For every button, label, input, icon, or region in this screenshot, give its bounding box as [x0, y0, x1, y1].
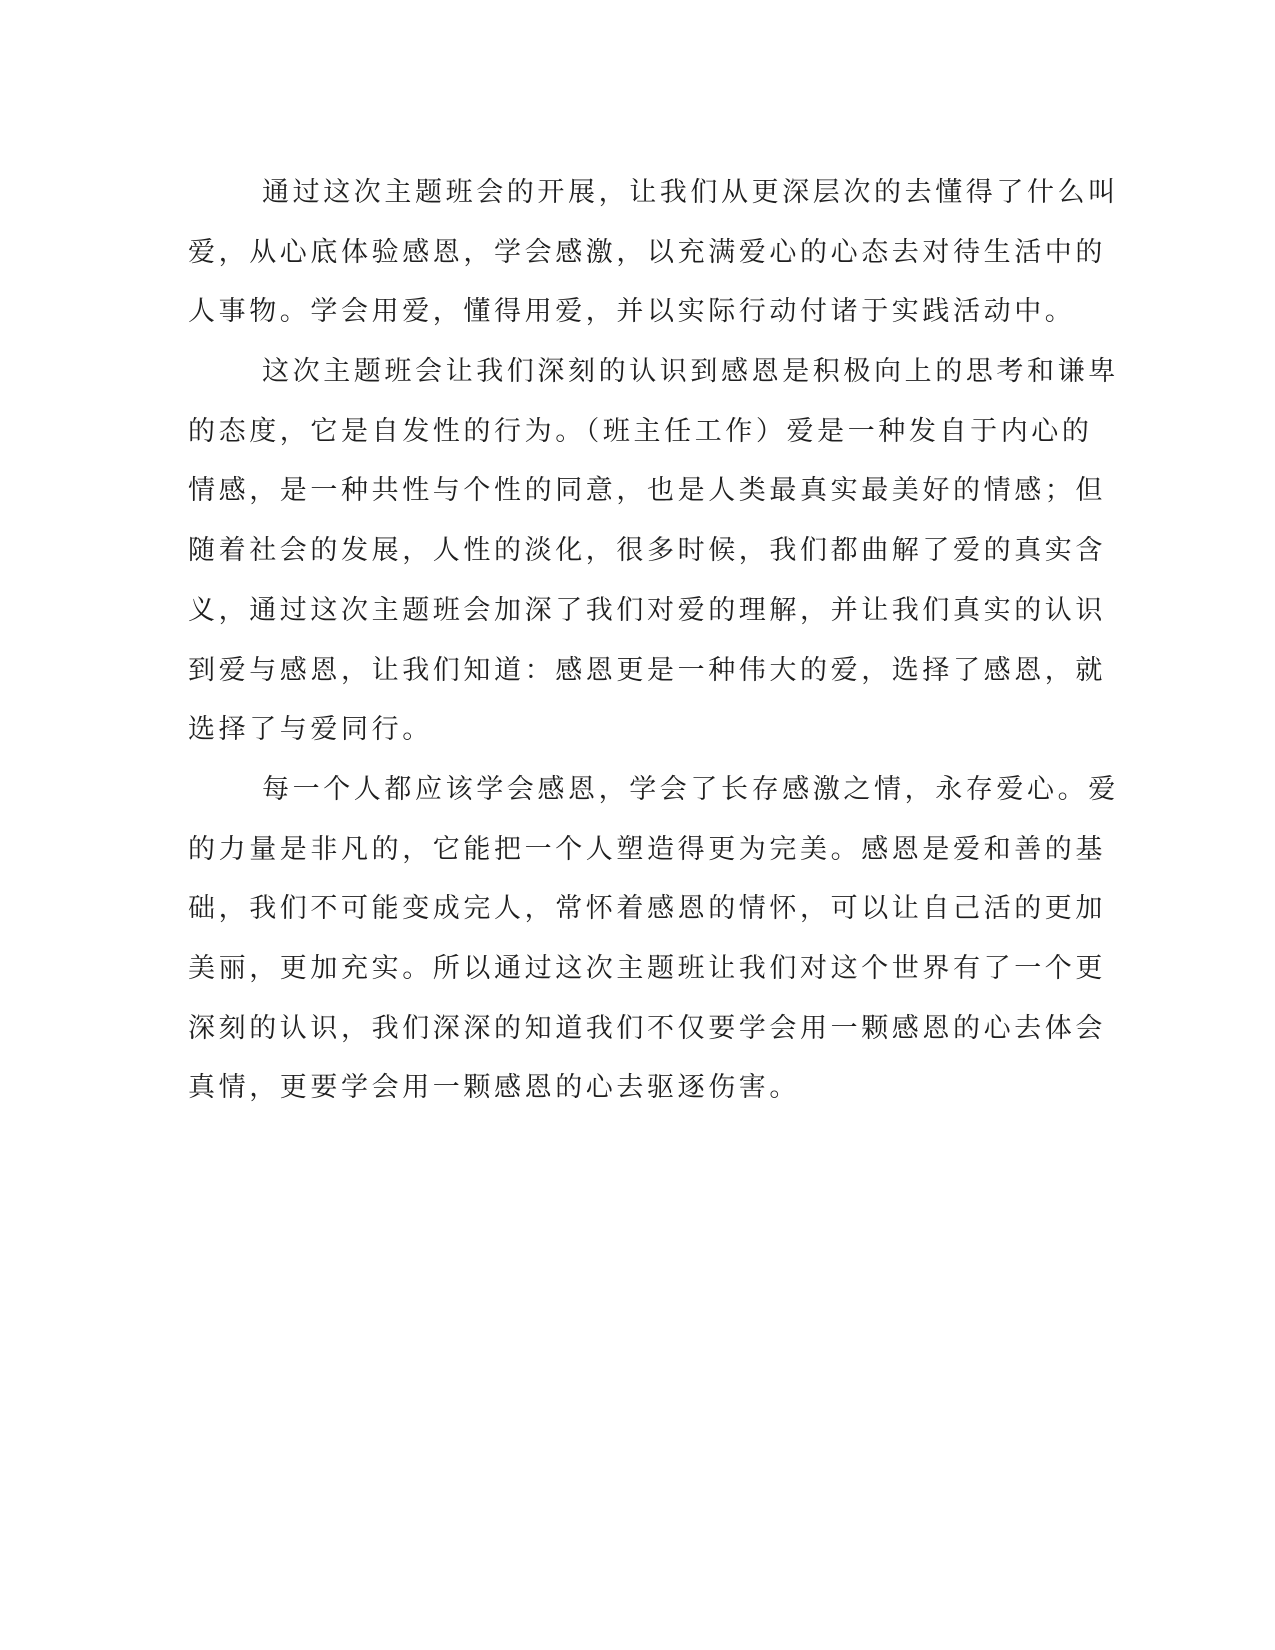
- paragraph-1: [188, 163, 1119, 342]
- text-line: 人事物。学会用爱，懂得用爱，并以实际行动付诸于实践活动中。: [188, 296, 1076, 328]
- document-body: [188, 163, 1119, 1118]
- paragraph-3: [188, 760, 1119, 1118]
- text-line: 选择了与爱同行。: [188, 714, 433, 746]
- text-line: 真情，更要学会用一颗感恩的心去驱逐伤害。: [188, 1072, 800, 1104]
- paragraph-2: [188, 342, 1119, 760]
- text-line: 义，通过这次主题班会加深了我们对爱的理解，并让我们真实的认识: [188, 594, 1106, 626]
- text-line: 这次主题班会让我们深刻的认识到感恩是积极向上的思考和谦卑: [262, 356, 1119, 388]
- text-line: 每一个人都应该学会感恩，学会了长存感激之情，永存爱心。爱: [262, 773, 1119, 805]
- text-line: 础，我们不可能变成完人，常怀着感恩的情怀，可以让自己活的更加: [188, 893, 1106, 925]
- text-line: 深刻的认识，我们深深的知道我们不仅要学会用一颗感恩的心去体会: [188, 1012, 1106, 1044]
- text-line: 随着社会的发展，人性的淡化，很多时候，我们都曲解了爱的真实含: [188, 535, 1106, 567]
- text-line: 的力量是非凡的，它能把一个人塑造得更为完美。感恩是爱和善的基: [188, 833, 1106, 865]
- text-line: 到爱与感恩，让我们知道：感恩更是一种伟大的爱，选择了感恩，就: [188, 654, 1106, 686]
- text-line: 爱，从心底体验感恩，学会感激，以充满爱心的心态去对待生活中的: [188, 236, 1106, 268]
- text-line: 通过这次主题班会的开展，让我们从更深层次的去懂得了什么叫: [262, 177, 1119, 208]
- text-line: 的态度，它是自发性的行为。（班主任工作）爱是一种发自于内心的: [188, 415, 1093, 447]
- text-line: 美丽，更加充实。所以通过这次主题班让我们对这个世界有了一个更: [188, 952, 1106, 984]
- text-line: 情感，是一种共性与个性的同意，也是人类最真实最美好的情感；但: [188, 475, 1106, 507]
